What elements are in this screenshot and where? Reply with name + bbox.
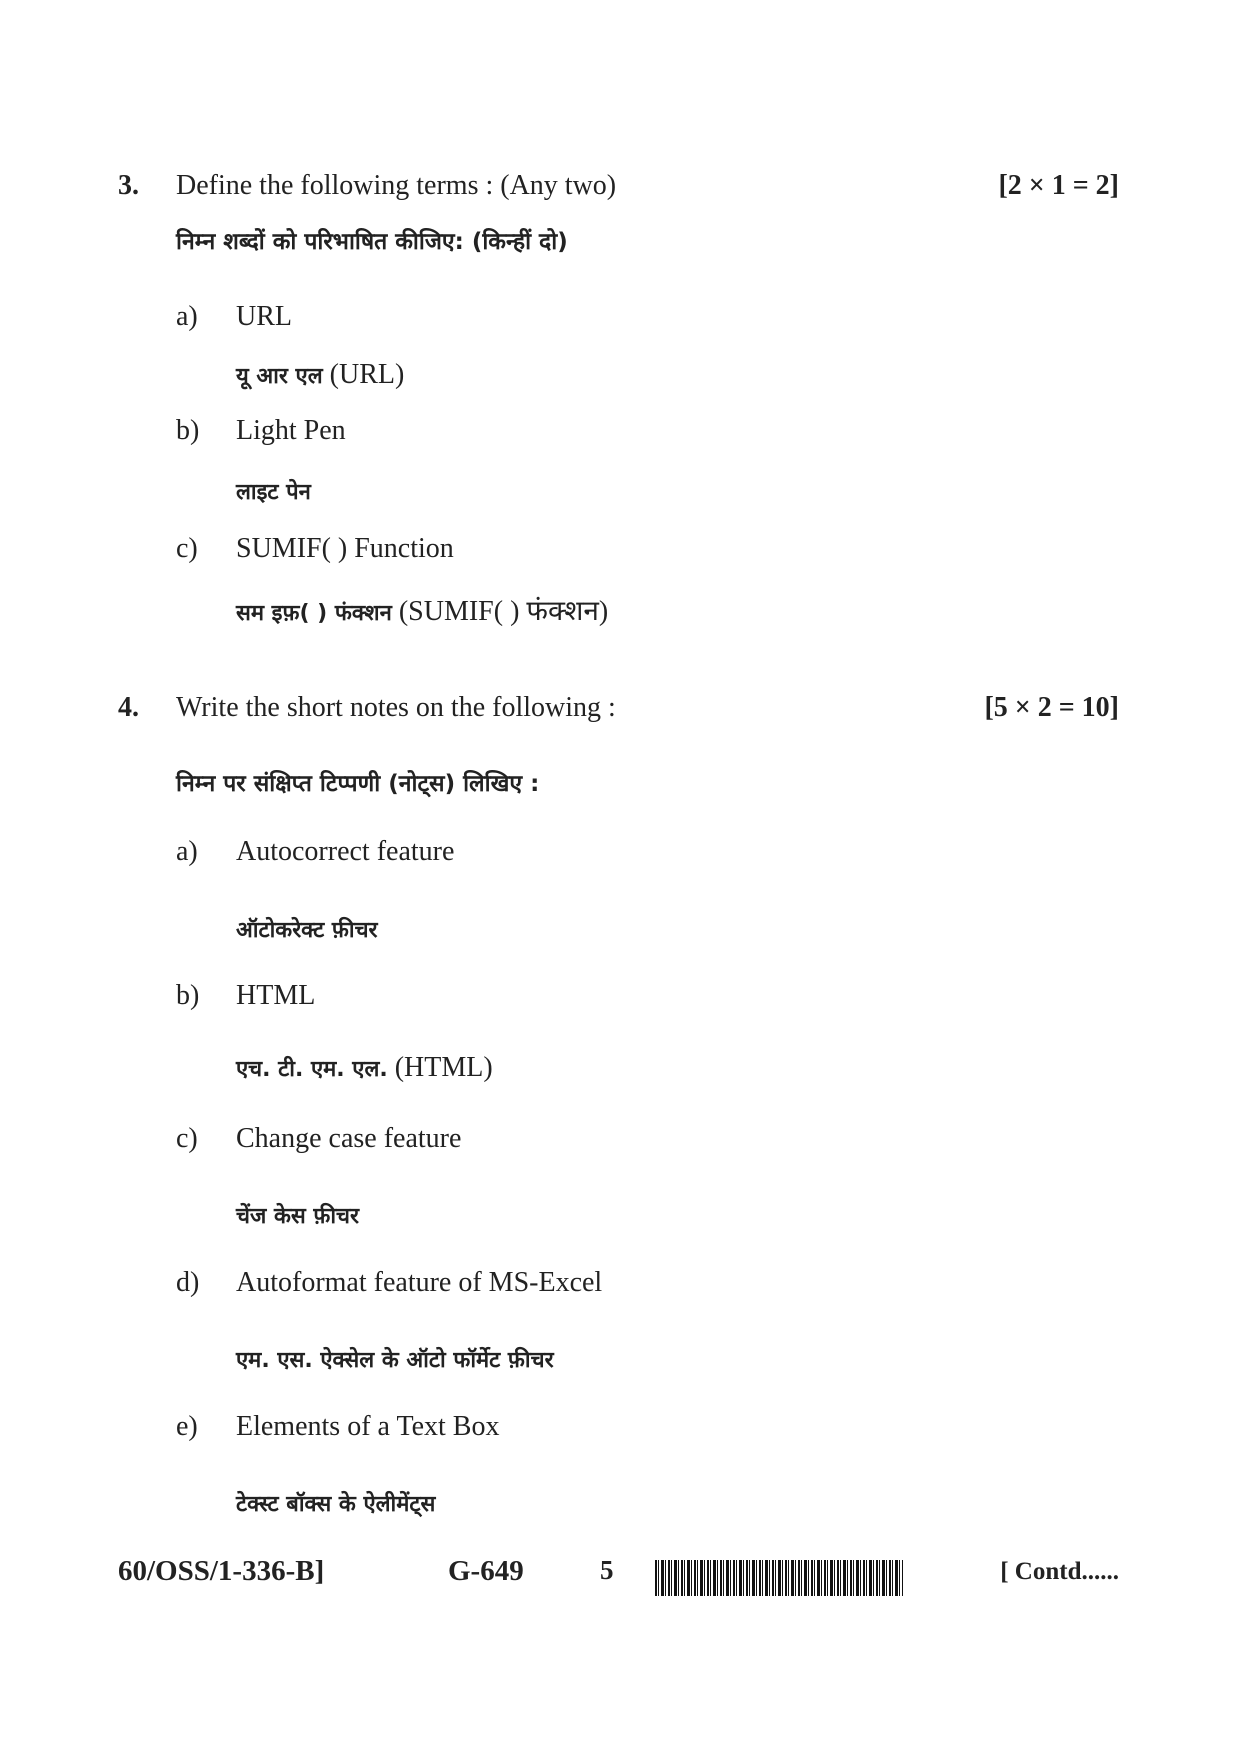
- q4-item-a-hindi-devanagari: ऑटोकरेक्ट फ़ीचर: [236, 918, 378, 943]
- paper-code: 60/OSS/1-336-B]: [118, 1555, 325, 1587]
- q3-item-c-hindi-latin: (SUMIF( ) फंक्शन): [391, 596, 609, 627]
- q3-text: Define the following terms : (Any two): [176, 170, 617, 201]
- q4-item-d-label: d): [176, 1267, 200, 1298]
- q3-item-b-text: Light Pen: [236, 415, 346, 446]
- q3-item-a-hindi-latin: (URL): [322, 359, 405, 390]
- q3-hindi: निम्न शब्दों को परिभाषित कीजिए: (किन्हीं दो): [176, 229, 568, 255]
- page-number: 5: [600, 1555, 614, 1585]
- q4-item-d-hindi-devanagari: एम. एस. ऐक्सेल के ऑटो फॉर्मेट फ़ीचर: [236, 1348, 554, 1373]
- q4-item-c-text: Change case feature: [236, 1123, 462, 1154]
- q4-item-e-hindi-devanagari: टेक्स्ट बॉक्स के ऐलीमेंट्स: [236, 1492, 436, 1517]
- q3-item-a-label: a): [176, 301, 198, 332]
- q4-number: 4.: [118, 692, 139, 723]
- q3-item-c-hindi-devanagari: सम इफ़( ) फंक्शन: [236, 601, 392, 626]
- q4-hindi: निम्न पर संक्षिप्त टिप्पणी (नोट्स) लिखिए :: [176, 771, 540, 797]
- q3-item-c-hindi: [236, 591, 608, 629]
- q4-item-c-label: c): [176, 1123, 198, 1154]
- series-code: G-649: [448, 1555, 524, 1587]
- q4-item-b-hindi-latin: (HTML): [387, 1052, 493, 1083]
- q4-item-e-hindi: [236, 1487, 435, 1519]
- continued-note: [ Contd......: [1000, 1558, 1119, 1585]
- q4-item-a-label: a): [176, 836, 198, 867]
- q3-item-c-label: c): [176, 533, 198, 564]
- q3-marks: [2 × 1 = 2]: [998, 170, 1119, 201]
- barcode-image: [655, 1560, 903, 1596]
- q4-item-b-label: b): [176, 980, 200, 1011]
- q4-item-d-text: Autoformat feature of MS-Excel: [236, 1267, 603, 1298]
- q3-number: 3.: [118, 170, 139, 201]
- q4-item-b-hindi-devanagari: एच. टी. एम. एल.: [236, 1057, 388, 1082]
- q4-item-c-hindi-devanagari: चेंज केस फ़ीचर: [236, 1204, 360, 1229]
- q4-item-a-hindi: [236, 913, 378, 945]
- q3-item-a-text: URL: [236, 301, 292, 332]
- q3-item-b-hindi: [236, 475, 311, 507]
- q4-item-a-text: Autocorrect feature: [236, 836, 455, 867]
- q4-item-e-text: Elements of a Text Box: [236, 1411, 500, 1442]
- q3-item-a-hindi-devanagari: यू आर एल: [236, 364, 323, 389]
- q3-item-b-label: b): [176, 415, 200, 446]
- q4-marks: [5 × 2 = 10]: [984, 692, 1119, 723]
- q3-item-a-hindi: [236, 359, 404, 391]
- q4-item-e-label: e): [176, 1411, 198, 1442]
- q4-item-d-hindi: [236, 1343, 554, 1375]
- q4-item-b-hindi: [236, 1052, 493, 1084]
- q4-item-c-hindi: [236, 1199, 359, 1231]
- q4-item-b-text: HTML: [236, 980, 316, 1011]
- q3-item-c-text: SUMIF( ) Function: [236, 533, 454, 564]
- q4-text: Write the short notes on the following :: [176, 692, 616, 723]
- q3-item-b-hindi-devanagari: लाइट पेन: [236, 480, 311, 505]
